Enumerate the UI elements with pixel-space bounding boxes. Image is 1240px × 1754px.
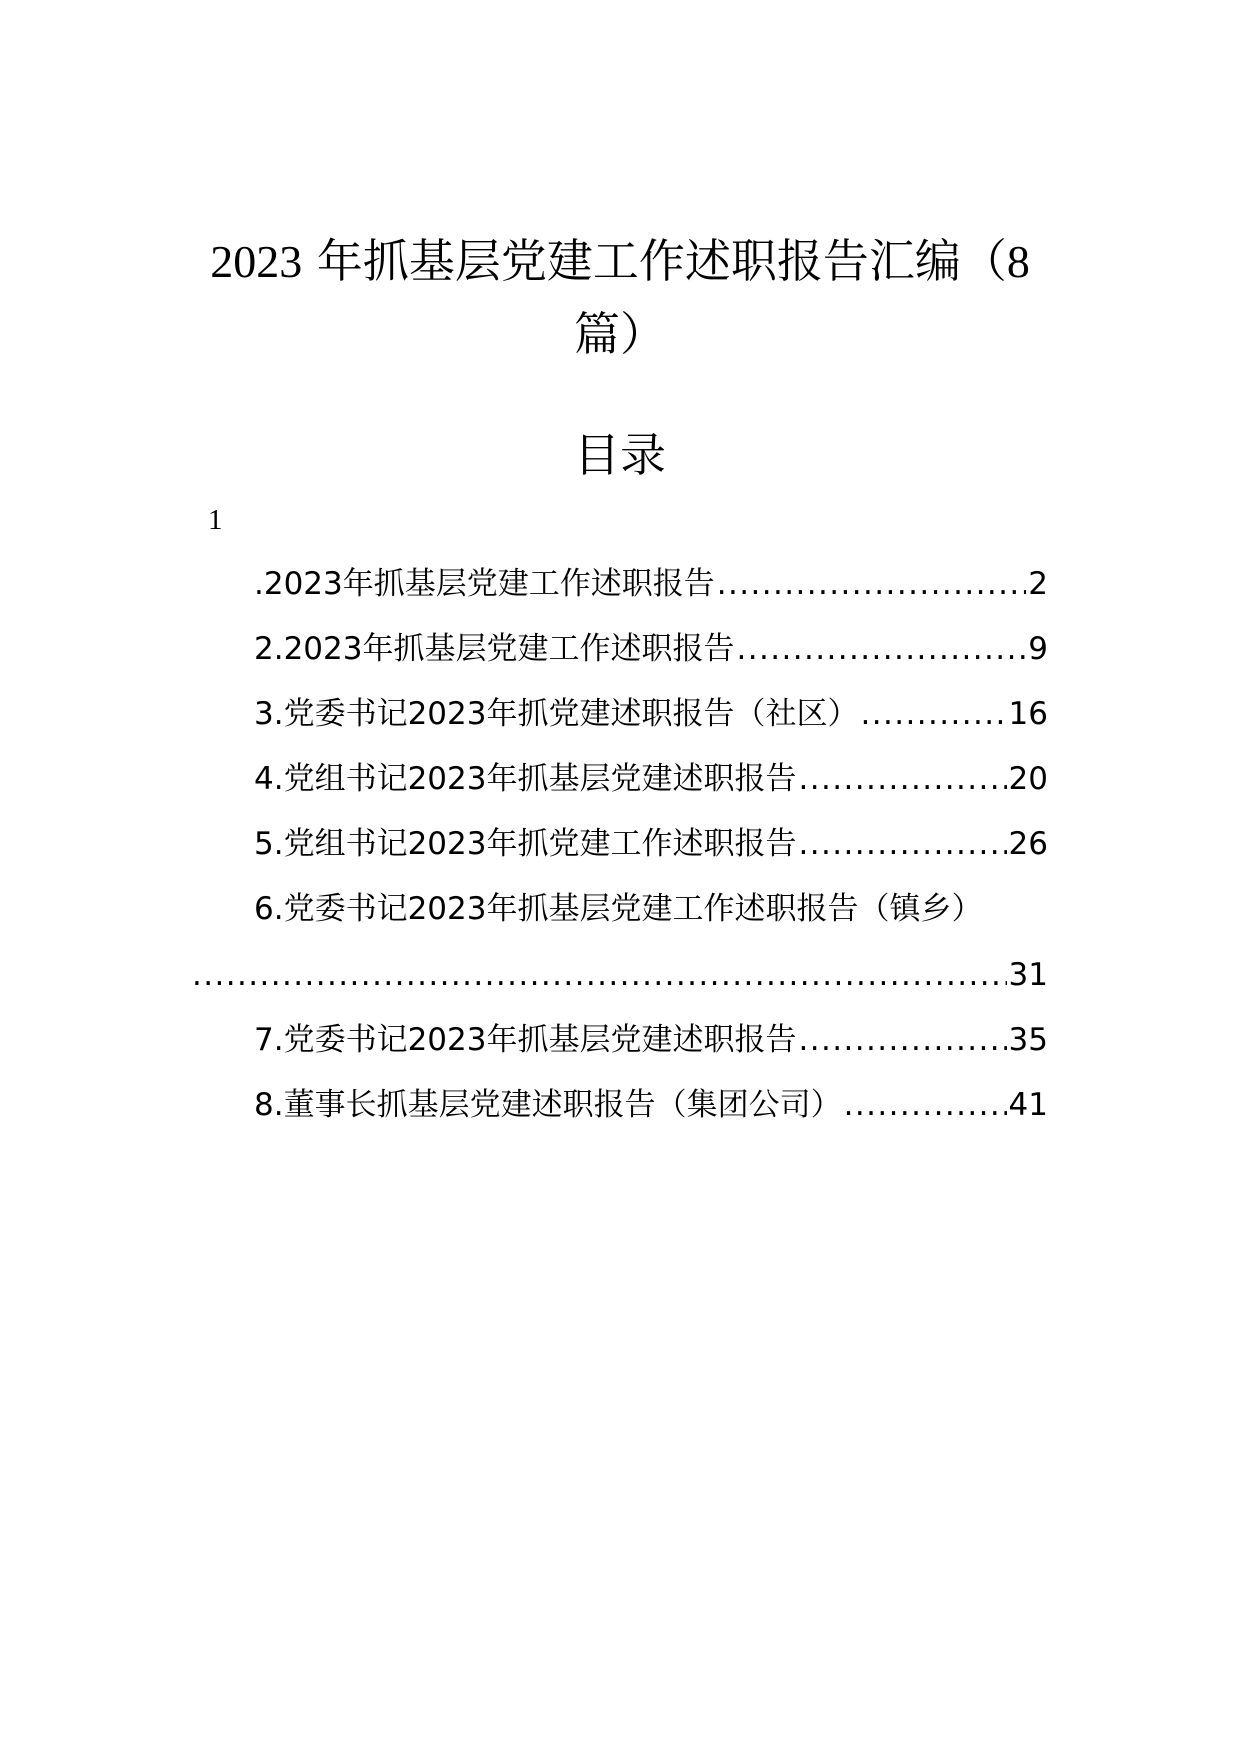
title-end: 篇）: [574, 307, 666, 361]
dot-leader: [844, 1083, 1007, 1127]
title-text: 年抓基层党建工作述职报告汇编（: [316, 234, 1007, 288]
toc-entry-page: 31: [1008, 957, 1048, 993]
toc-entry-4[interactable]: [254, 757, 1048, 801]
toc-entry-6-continuation[interactable]: [190, 953, 1048, 997]
toc-entry-label: 8.董事长抓基层党建述职报告（集团公司）: [254, 1087, 842, 1123]
toc-entry-page: 35: [1008, 1022, 1048, 1058]
toc-entry-label: 4.党组书记2023年抓基层党建述职报告: [254, 761, 797, 797]
dot-leader: [717, 562, 1027, 606]
toc-entry-label: 7.党委书记2023年抓基层党建述职报告: [254, 1022, 797, 1058]
document-title: [190, 225, 1050, 370]
toc-heading: 目录: [574, 428, 666, 482]
dot-leader: [798, 822, 1006, 866]
toc-entry-page: 41: [1008, 1087, 1048, 1123]
toc-entry-6[interactable]: [254, 887, 1048, 931]
toc-entry-label: 3.党委书记2023年抓党建述职报告（社区）: [254, 696, 859, 732]
toc-entry-label: .2023年抓基层党建工作述职报告: [254, 566, 715, 602]
toc-entry-2[interactable]: [254, 627, 1048, 671]
dot-leader: [736, 627, 1026, 671]
toc-entry-1[interactable]: [254, 562, 1048, 606]
toc-entry-7[interactable]: [254, 1018, 1048, 1062]
toc-entry-page: 9: [1028, 631, 1048, 667]
toc-entry-page: 20: [1008, 761, 1048, 797]
toc-entry-label: 2.2023年抓基层党建工作述职报告: [254, 631, 735, 667]
dot-leader: [192, 953, 1007, 997]
toc-entry-3[interactable]: [254, 692, 1048, 736]
stray-number-marker: 1: [208, 504, 223, 536]
title-year: 2023: [210, 236, 303, 287]
toc-entry-label: 5.党组书记2023年抓党建工作述职报告: [254, 826, 797, 862]
toc-entry-page: 26: [1008, 826, 1048, 862]
dot-leader: [798, 757, 1006, 801]
toc-entry-5[interactable]: [254, 822, 1048, 866]
toc-entry-label: 6.党委书记2023年抓基层党建工作述职报告（镇乡）: [254, 891, 983, 927]
toc-entry-page: 2: [1028, 566, 1048, 602]
toc-entry-page: 16: [1008, 696, 1048, 732]
dot-leader: [860, 692, 1006, 736]
dot-leader: [798, 1018, 1006, 1062]
title-count: 8: [1006, 236, 1030, 287]
toc-entry-8[interactable]: [254, 1083, 1048, 1127]
